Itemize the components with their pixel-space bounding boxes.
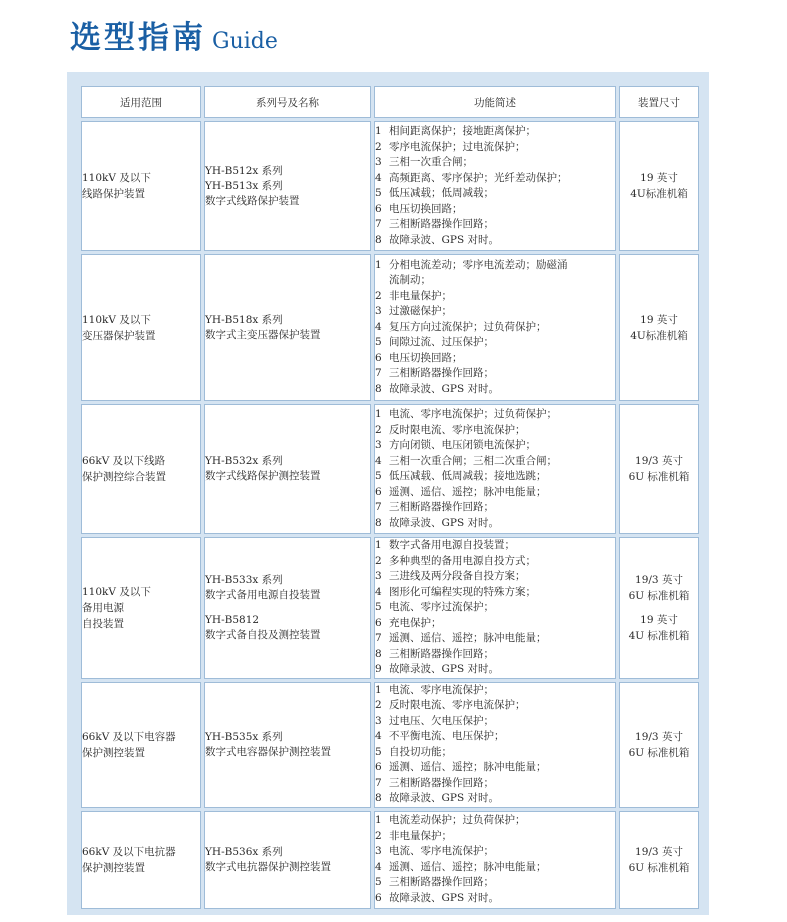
cell-size bbox=[619, 682, 699, 808]
function-text: 电压切换回路； bbox=[389, 351, 463, 364]
function-item bbox=[375, 683, 615, 699]
series-line: 数字式主变压器保护装置 bbox=[205, 328, 321, 341]
cell-series bbox=[204, 682, 371, 808]
cell-size bbox=[619, 254, 699, 401]
size-line: 4U标准机箱 bbox=[630, 329, 688, 342]
function-item bbox=[375, 289, 615, 305]
function-item bbox=[375, 891, 615, 907]
function-text: 非电量保护； bbox=[389, 289, 452, 302]
series-line: 数字式线路保护装置 bbox=[205, 194, 300, 207]
size-line: 19/3 英寸 bbox=[635, 455, 683, 467]
function-number: 6 bbox=[375, 351, 382, 364]
function-number: 2 bbox=[375, 699, 382, 711]
function-number: 4 bbox=[375, 171, 382, 184]
function-item bbox=[375, 662, 615, 678]
series-line: YH-B536x 系列 bbox=[205, 845, 283, 858]
function-text: 电流差动保护；过负荷保护； bbox=[389, 814, 526, 826]
function-item bbox=[375, 186, 615, 202]
function-item bbox=[375, 202, 615, 218]
function-number: 5 bbox=[375, 336, 382, 349]
function-item bbox=[375, 698, 615, 714]
function-number: 3 bbox=[375, 156, 382, 168]
function-text: 间隙过流、过压保护； bbox=[389, 336, 494, 349]
function-number: 7 bbox=[375, 776, 382, 789]
function-number: 7 bbox=[375, 218, 382, 230]
cell-series bbox=[204, 537, 371, 679]
function-number: 8 bbox=[375, 516, 382, 529]
cell-functions bbox=[374, 811, 616, 909]
function-item bbox=[375, 469, 615, 485]
cell-functions bbox=[374, 682, 616, 808]
function-item bbox=[375, 500, 615, 516]
scope-line: 备用电源 bbox=[82, 601, 124, 614]
function-text: 故障录波、GPS 对时。 bbox=[389, 233, 499, 246]
cell-size bbox=[619, 537, 699, 679]
function-item bbox=[375, 366, 615, 382]
cell-scope bbox=[81, 121, 201, 251]
function-number: 4 bbox=[375, 860, 382, 873]
function-item bbox=[375, 569, 615, 585]
function-number: 4 bbox=[375, 585, 382, 598]
function-text: 数字式备用电源自投装置； bbox=[389, 539, 515, 551]
function-item bbox=[375, 304, 615, 320]
cell-functions bbox=[374, 121, 616, 251]
function-item bbox=[375, 423, 615, 439]
series-line: YH-B512x 系列 bbox=[205, 164, 283, 177]
cell-series bbox=[204, 254, 371, 401]
function-text: 三相断路器操作回路； bbox=[389, 501, 494, 513]
series-line: 数字式电抗器保护测控装置 bbox=[205, 860, 331, 873]
function-text: 分相电流差动；零序电流差动；励磁涌 bbox=[389, 258, 568, 271]
function-number: 3 bbox=[375, 305, 382, 318]
col-header-size: 装置尺寸 bbox=[619, 86, 699, 118]
size-line: 19/3 英寸 bbox=[635, 845, 683, 858]
series-line: 数字式备用电源自投装置 bbox=[205, 588, 321, 601]
function-text: 三相断路器操作回路； bbox=[389, 218, 494, 230]
function-number: 5 bbox=[375, 470, 382, 482]
table-row bbox=[81, 537, 699, 679]
function-text: 三相一次重合闸； bbox=[389, 156, 473, 168]
function-number: 3 bbox=[375, 714, 382, 727]
table-row bbox=[81, 811, 699, 909]
cell-functions bbox=[374, 537, 616, 679]
function-text: 多种典型的备用电源自投方式； bbox=[389, 554, 536, 567]
function-item bbox=[375, 791, 615, 807]
function-number: 6 bbox=[375, 202, 382, 215]
function-number: 1 bbox=[375, 814, 382, 826]
function-item bbox=[375, 760, 615, 776]
series-line: YH-B533x 系列 bbox=[205, 573, 283, 586]
function-item bbox=[375, 438, 615, 454]
function-text: 过激磁保护； bbox=[389, 305, 452, 318]
function-item bbox=[375, 485, 615, 501]
size-line: 19 英寸 bbox=[640, 613, 678, 626]
function-number: 2 bbox=[375, 289, 382, 302]
function-item bbox=[375, 516, 615, 532]
function-text: 三相断路器操作回路； bbox=[389, 876, 494, 888]
col-header-scope: 适用范围 bbox=[81, 86, 201, 118]
selection-guide-table bbox=[78, 83, 702, 912]
function-item bbox=[375, 273, 615, 289]
function-number: 8 bbox=[375, 792, 382, 804]
function-number: 8 bbox=[375, 233, 382, 246]
function-item bbox=[375, 631, 615, 647]
function-item bbox=[375, 813, 615, 829]
scope-line: 66kV 及以下电抗器 bbox=[82, 845, 176, 858]
function-item bbox=[375, 351, 615, 367]
function-text: 电流、零序电流保护； bbox=[389, 845, 494, 857]
cell-scope bbox=[81, 254, 201, 401]
series-line: 数字式电容器保护测控装置 bbox=[205, 745, 331, 758]
function-item bbox=[375, 155, 615, 171]
function-number: 7 bbox=[375, 501, 382, 513]
scope-line: 自投装置 bbox=[82, 617, 124, 630]
function-text: 充电保护； bbox=[389, 616, 442, 629]
function-item bbox=[375, 860, 615, 876]
series-line: 数字式线路保护测控装置 bbox=[205, 470, 321, 482]
group-gap bbox=[205, 603, 370, 613]
size-line: 19/3 英寸 bbox=[635, 730, 683, 743]
function-number: 6 bbox=[375, 616, 382, 629]
table-row bbox=[81, 404, 699, 534]
function-text: 方向闭锁、电压闭锁电流保护； bbox=[389, 439, 536, 451]
function-item bbox=[375, 320, 615, 336]
function-item bbox=[375, 171, 615, 187]
size-line: 6U 标准机箱 bbox=[628, 861, 690, 874]
title-chinese: 选型指南 bbox=[70, 20, 206, 56]
function-number: 7 bbox=[375, 367, 382, 380]
cell-series bbox=[204, 811, 371, 909]
function-text: 电流、零序电流保护；过负荷保护； bbox=[389, 408, 557, 420]
size-line: 19 英寸 bbox=[640, 172, 678, 184]
function-number: 8 bbox=[375, 382, 382, 395]
function-text: 非电量保护； bbox=[389, 829, 452, 842]
function-item bbox=[375, 233, 615, 249]
function-text: 反时限电流、零序电流保护； bbox=[389, 699, 526, 711]
function-text: 三相断路器操作回路； bbox=[389, 647, 494, 660]
scope-line: 保护测控装置 bbox=[82, 861, 145, 874]
function-item bbox=[375, 714, 615, 730]
guide-panel bbox=[67, 72, 709, 915]
function-text: 流制动； bbox=[389, 274, 431, 287]
function-number: 4 bbox=[375, 730, 382, 742]
cell-size bbox=[619, 121, 699, 251]
series-line: YH-B513x 系列 bbox=[205, 179, 283, 192]
page-title bbox=[70, 12, 278, 56]
cell-functions bbox=[374, 254, 616, 401]
series-line: YH-B532x 系列 bbox=[205, 455, 283, 467]
scope-line: 线路保护装置 bbox=[82, 188, 145, 200]
function-text: 三相断路器操作回路； bbox=[389, 367, 494, 380]
function-text: 故障录波、GPS 对时。 bbox=[389, 792, 499, 804]
function-text: 故障录波、GPS 对时。 bbox=[389, 663, 499, 675]
function-number: 5 bbox=[375, 876, 382, 888]
function-item bbox=[375, 538, 615, 554]
function-number: 6 bbox=[375, 891, 382, 904]
size-line: 19/3 英寸 bbox=[635, 573, 683, 586]
series-line: YH-B5812 bbox=[205, 613, 260, 626]
size-line: 6U 标准机箱 bbox=[628, 471, 690, 483]
function-text: 遥测、遥信、遥控；脉冲电能量； bbox=[389, 485, 547, 498]
function-item bbox=[375, 585, 615, 601]
function-item bbox=[375, 616, 615, 632]
function-text: 三相断路器操作回路； bbox=[389, 776, 494, 789]
function-number: 3 bbox=[375, 845, 382, 857]
function-item bbox=[375, 647, 615, 663]
function-number: 6 bbox=[375, 761, 382, 773]
function-number: 1 bbox=[375, 683, 382, 696]
function-text: 过电压、欠电压保护； bbox=[389, 714, 494, 727]
function-item bbox=[375, 875, 615, 891]
size-line: 4U 标准机箱 bbox=[628, 629, 690, 642]
table-row bbox=[81, 254, 699, 401]
cell-scope bbox=[81, 811, 201, 909]
function-number: 2 bbox=[375, 140, 382, 153]
function-item bbox=[375, 829, 615, 845]
function-item bbox=[375, 140, 615, 156]
function-item bbox=[375, 335, 615, 351]
function-item bbox=[375, 217, 615, 233]
cell-scope bbox=[81, 537, 201, 679]
function-text: 复压方向过流保护；过负荷保护； bbox=[389, 320, 547, 333]
function-text: 图形化可编程实现的特殊方案； bbox=[389, 585, 536, 598]
function-text: 反时限电流、零序电流保护； bbox=[389, 423, 526, 436]
scope-line: 110kV 及以下 bbox=[82, 585, 151, 598]
function-number: 8 bbox=[375, 647, 382, 660]
scope-line: 66kV 及以下电容器 bbox=[82, 730, 176, 743]
header-row bbox=[81, 86, 699, 118]
col-header-functions: 功能简述 bbox=[374, 86, 616, 118]
function-text: 电流、零序过流保护； bbox=[389, 601, 494, 613]
size-line: 6U 标准机箱 bbox=[628, 746, 690, 759]
function-text: 故障录波、GPS 对时。 bbox=[389, 516, 499, 529]
function-number: 4 bbox=[375, 454, 382, 467]
series-line: YH-B518x 系列 bbox=[205, 313, 283, 326]
function-item bbox=[375, 745, 615, 761]
function-text: 零序电流保护；过电流保护； bbox=[389, 140, 526, 153]
function-text: 电压切换回路； bbox=[389, 202, 463, 215]
function-item bbox=[375, 407, 615, 423]
cell-series bbox=[204, 404, 371, 534]
scope-line: 保护测控装置 bbox=[82, 746, 145, 759]
function-text: 故障录波、GPS 对时。 bbox=[389, 891, 499, 904]
cell-series bbox=[204, 121, 371, 251]
table-row bbox=[81, 682, 699, 808]
size-line: 4U标准机箱 bbox=[630, 188, 688, 200]
function-number: 4 bbox=[375, 320, 382, 333]
function-item bbox=[375, 258, 615, 274]
scope-line: 保护测控综合装置 bbox=[82, 471, 166, 483]
function-text: 电流、零序电流保护； bbox=[389, 683, 494, 696]
function-text: 三相一次重合闸；三相二次重合闸； bbox=[389, 454, 557, 467]
function-number: 2 bbox=[375, 554, 382, 567]
function-number: 2 bbox=[375, 829, 382, 842]
function-number: 7 bbox=[375, 632, 382, 644]
function-text: 自投切功能； bbox=[389, 745, 452, 758]
function-number: 5 bbox=[375, 745, 382, 758]
function-number bbox=[375, 273, 389, 289]
function-text: 低压减载、低周减载；接地选跳； bbox=[389, 470, 547, 482]
scope-line: 110kV 及以下 bbox=[82, 313, 151, 326]
series-line: YH-B535x 系列 bbox=[205, 730, 283, 743]
function-text: 遥测、遥信、遥控；脉冲电能量； bbox=[389, 761, 547, 773]
function-number: 9 bbox=[375, 663, 382, 675]
function-number: 2 bbox=[375, 423, 382, 436]
cell-scope bbox=[81, 404, 201, 534]
size-line: 19 英寸 bbox=[640, 313, 678, 326]
cell-size bbox=[619, 404, 699, 534]
title-english: Guide bbox=[212, 29, 278, 54]
scope-line: 变压器保护装置 bbox=[82, 329, 156, 342]
function-number: 3 bbox=[375, 439, 382, 451]
cell-scope bbox=[81, 682, 201, 808]
function-item bbox=[375, 844, 615, 860]
function-item bbox=[375, 124, 615, 140]
function-number: 3 bbox=[375, 570, 382, 582]
function-item bbox=[375, 729, 615, 745]
function-number: 1 bbox=[375, 125, 382, 137]
function-number: 5 bbox=[375, 601, 382, 613]
series-line: 数字式备自投及测控装置 bbox=[205, 628, 321, 641]
col-header-series: 系列号及名称 bbox=[204, 86, 371, 118]
function-number: 1 bbox=[375, 539, 382, 551]
function-text: 遥测、遥信、遥控；脉冲电能量； bbox=[389, 632, 547, 644]
table-row bbox=[81, 121, 699, 251]
scope-line: 110kV 及以下 bbox=[82, 172, 151, 184]
function-number: 5 bbox=[375, 187, 382, 199]
scope-line: 66kV 及以下线路 bbox=[82, 455, 166, 467]
function-number: 1 bbox=[375, 408, 382, 420]
function-item bbox=[375, 600, 615, 616]
function-text: 相间距离保护；接地距离保护； bbox=[389, 125, 536, 137]
function-text: 故障录波、GPS 对时。 bbox=[389, 382, 499, 395]
function-text: 低压减载；低周减载； bbox=[389, 187, 494, 199]
group-gap bbox=[620, 604, 698, 612]
size-line: 6U 标准机箱 bbox=[628, 589, 690, 602]
function-number: 6 bbox=[375, 485, 382, 498]
function-text: 三进线及两分段备自投方案； bbox=[389, 570, 526, 582]
cell-size bbox=[619, 811, 699, 909]
function-text: 遥测、遥信、遥控；脉冲电能量； bbox=[389, 860, 547, 873]
function-item bbox=[375, 454, 615, 470]
function-number: 1 bbox=[375, 258, 382, 271]
cell-functions bbox=[374, 404, 616, 534]
function-item bbox=[375, 776, 615, 792]
function-item bbox=[375, 382, 615, 398]
function-item bbox=[375, 554, 615, 570]
function-text: 不平衡电流、电压保护； bbox=[389, 730, 505, 742]
function-text: 高频距离、零序保护；光纤差动保护； bbox=[389, 171, 568, 184]
